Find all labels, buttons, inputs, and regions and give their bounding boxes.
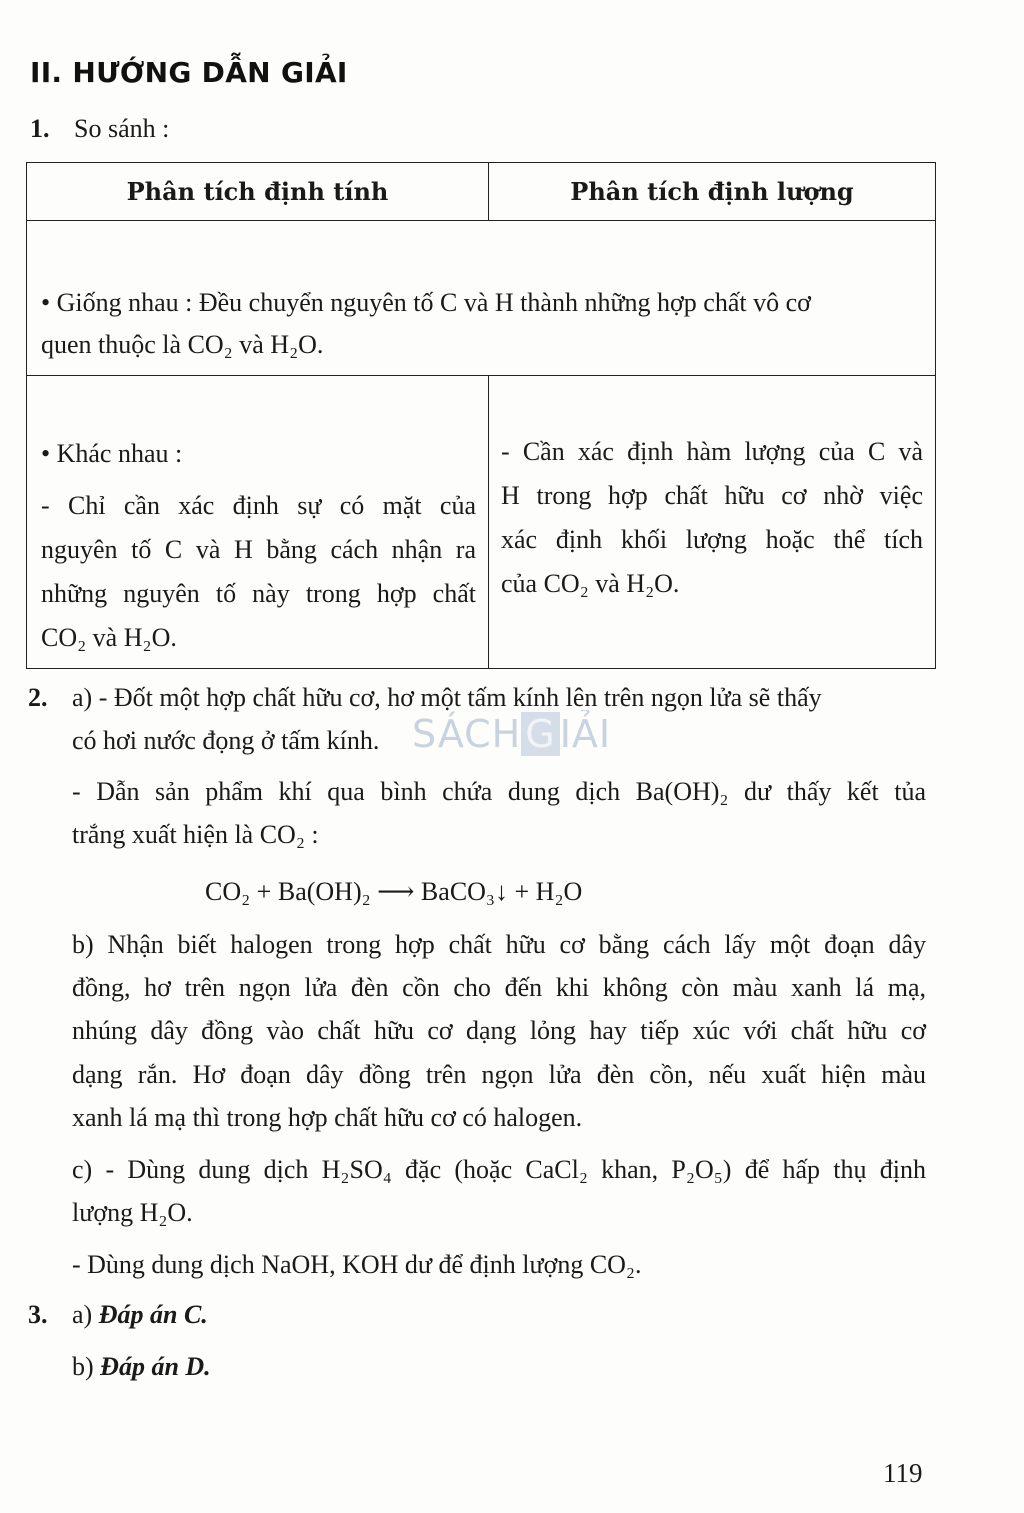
q2-a-line-1: a) - Đốt một hợp chất hữu cơ, hơ một tấm kính lên trên ngọn lửa sẽ thấy	[72, 683, 822, 712]
table-cell-differences-right	[489, 376, 936, 669]
comparison-table	[26, 162, 936, 669]
q2-b-line: nhúng dây đồng vào chất hữu cơ dạng lỏng hay tiếp xúc với chất hữu cơ	[72, 1016, 926, 1045]
right-line: xác định khối lượng hoặc thể tích	[501, 525, 923, 554]
question-number: 2.	[28, 683, 48, 712]
answer-a: Đáp án C.	[98, 1300, 208, 1329]
watermark-logo: SÁCH G IẢI	[412, 712, 612, 756]
q2-b-line: đồng, hơ trên ngọn lửa đèn cồn cho đến khi không còn màu xanh lá mạ,	[72, 973, 926, 1002]
question-text: So sánh :	[74, 114, 170, 143]
page-number: 119	[883, 1458, 923, 1488]
q2-c-line-1: c) - Dùng dung dịch H₂SO₄ đặc (hoặc CaCl₂ khan, P₂O₅) để hấp thụ định	[72, 1155, 926, 1184]
question-1	[30, 114, 169, 144]
question-number: 3.	[28, 1300, 48, 1329]
right-line: H trong hợp chất hữu cơ nhờ việc	[501, 481, 923, 510]
q2-c-line-2: lượng H₂O.	[72, 1198, 193, 1227]
similarity-line-2: quen thuộc là CO₂ và H₂O.	[41, 330, 324, 359]
left-line: những nguyên tố này trong hợp chất	[41, 579, 476, 608]
q2-a-line-3: - Dẫn sản phẩm khí qua bình chứa dung dịch Ba(OH)₂ dư thấy kết tủa	[72, 777, 926, 806]
q2-b-line: dạng rắn. Hơ đoạn dây đồng trên ngọn lửa đèn cồn, nếu xuất hiện màu	[72, 1060, 926, 1089]
q2-b-line: xanh lá mạ thì trong hợp chất hữu cơ có halogen.	[72, 1103, 583, 1132]
answer-b: Đáp án D.	[100, 1352, 211, 1381]
similarity-line-1: • Giống nhau : Đều chuyển nguyên tố C và H thành những hợp chất vô cơ	[41, 288, 811, 317]
table-header-quantitative: Phân tích định lượng	[489, 163, 936, 221]
q2-b-line: b) Nhận biết halogen trong hợp chất hữu cơ bằng cách lấy một đoạn dây	[72, 930, 926, 959]
question-number: 1.	[30, 114, 50, 143]
q2-a-line-2: có hơi nước đọng ở tấm kính.	[72, 726, 380, 755]
chemical-equation: CO₂ + Ba(OH)₂ ⟶ BaCO₃↓ + H₂O	[205, 877, 583, 906]
right-line: của CO₂ và H₂O.	[501, 569, 680, 598]
q3-b: b) Đáp án D.	[72, 1352, 211, 1381]
left-line: nguyên tố C và H bằng cách nhận ra	[41, 535, 476, 564]
left-line: - Chỉ cần xác định sự có mặt của	[41, 491, 476, 520]
right-line: - Cần xác định hàm lượng của C và	[501, 437, 923, 466]
table-header-qualitative: Phân tích định tính	[27, 163, 489, 221]
table-cell-differences-left	[27, 376, 489, 669]
table-row-similarities	[27, 221, 936, 376]
q2-a-line-4: trắng xuất hiện là CO₂ :	[72, 820, 319, 849]
q3-a: a) Đáp án C.	[72, 1300, 208, 1329]
differences-title: • Khác nhau :	[41, 439, 183, 468]
section-heading: II. HƯỚNG DẪN GIẢI	[30, 56, 348, 89]
left-line: CO₂ và H₂O.	[41, 623, 177, 652]
q2-c-line-3: - Dùng dung dịch NaOH, KOH dư để định lượng CO₂.	[72, 1250, 642, 1279]
